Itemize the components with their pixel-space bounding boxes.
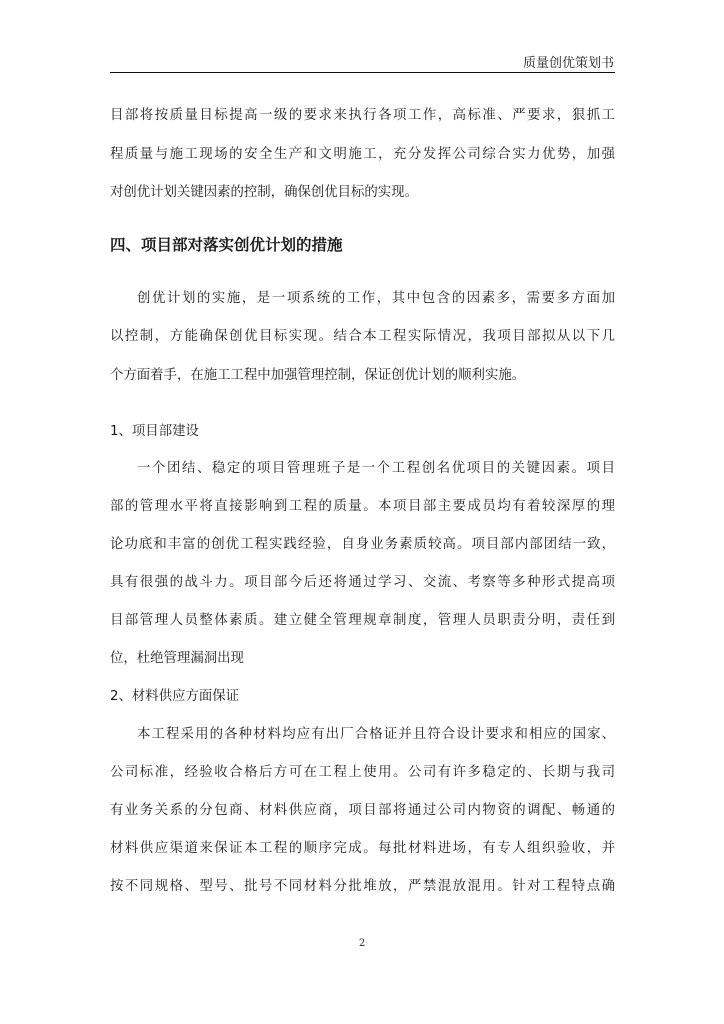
paragraph-line: 具有很强的战斗力。项目部今后还将通过学习、交流、考察等多种形式提高项	[110, 575, 615, 590]
paragraph-line: 创优计划的实施，是一项系统的工作，其中包含的因素多，需要多方面加	[137, 291, 615, 306]
subsection-heading: 1、项目部建设	[110, 424, 199, 439]
section-heading: 四、项目部对落实创优计划的措施	[110, 236, 343, 254]
header-rule	[110, 72, 615, 73]
paragraph-line: 目部将按质量目标提高一级的要求来执行各项工作，高标准、严要求，狠抓工	[110, 108, 615, 123]
paragraph-line: 部的管理水平将直接影响到工程的质量。本项目部主要成员均有着较深厚的理	[110, 499, 615, 514]
paragraph-line: 程质量与施工现场的安全生产和文明施工，充分发挥公司综合实力优势，加强	[110, 147, 615, 162]
paragraph-line: 个方面着手，在施工工程中加强管理控制，保证创优计划的顺利实施。	[110, 368, 526, 383]
paragraph-line: 对创优计划关键因素的控制，确保创优目标的实现。	[110, 185, 418, 200]
paragraph-line: 一个团结、稳定的项目管理班子是一个工程创名优项目的关键因素。项目	[137, 461, 615, 476]
header-title: 质量创优策划书	[522, 56, 614, 71]
paragraph-line: 按不同规格、型号、批号不同材料分批堆放，严禁混放混用。针对工程特点确	[110, 879, 615, 894]
paragraph-line: 有业务关系的分包商、材料供应商，项目部将通过公司内物资的调配、畅通的	[110, 803, 615, 818]
paragraph-line: 公司标准，经验收合格后方可在工程上使用。公司有许多稳定的、长期与我司	[110, 765, 615, 780]
subsection-heading: 2、材料供应方面保证	[110, 689, 240, 704]
paragraph-line: 以控制，方能确保创优目标实现。结合本工程实际情况，我项目部拟从以下几	[110, 329, 615, 344]
paragraph-line: 论功底和丰富的创优工程实践经验，自身业务素质较高。项目部内部团结一致，	[110, 537, 615, 552]
paragraph-line: 目部管理人员整体素质。建立健全管理规章制度，管理人员职责分明，责任到	[110, 613, 615, 628]
paragraph-line: 位，杜绝管理漏洞出现	[110, 651, 244, 666]
paragraph-line: 本工程采用的各种材料均应有出厂合格证并且符合设计要求和相应的国家、	[137, 727, 615, 742]
page-number: 2	[358, 938, 366, 949]
paragraph-line: 材料供应渠道来保证本工程的顺序完成。每批材料进场，有专人组织验收，并	[110, 841, 615, 856]
